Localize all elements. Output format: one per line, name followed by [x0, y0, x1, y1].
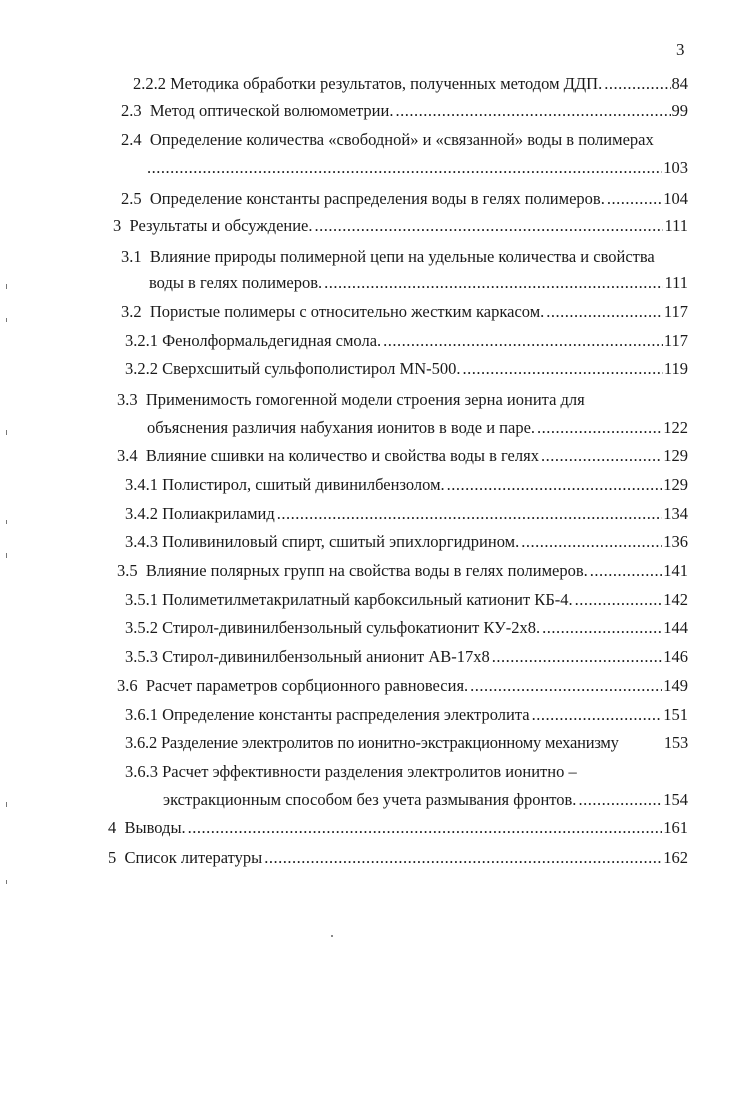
leader-dots — [463, 359, 663, 379]
entry-page: 99 — [671, 101, 688, 120]
entry-title: Применимость гомогенной модели строения зерна ионита для — [145, 390, 585, 409]
leader-dots — [546, 302, 663, 322]
scan-artifact — [6, 553, 7, 558]
toc-entry[interactable] — [121, 247, 688, 267]
entry-title: Расчет эффективности разделения электролитов ионитно – — [162, 762, 577, 781]
scan-artifact — [6, 880, 7, 884]
toc-entry[interactable] — [117, 676, 688, 696]
entry-page: 161 — [663, 818, 688, 837]
scan-artifact — [6, 520, 7, 524]
entry-number: 3.4 — [117, 446, 138, 465]
entry-page: 104 — [663, 189, 688, 208]
entry-page: 129 — [663, 475, 688, 494]
leader-dots — [395, 101, 670, 121]
entry-number: 3.6.2 — [125, 733, 158, 752]
entry-number: 3.2 — [121, 302, 142, 321]
entry-number: 3.5.3 — [125, 647, 158, 666]
entry-number: 3.4.2 — [125, 504, 158, 523]
entry-number: 3.3 — [117, 390, 138, 409]
entry-title: Определение количества «свободной» и «связанной» воды в полимерах — [149, 130, 654, 149]
entry-number: 2.3 — [121, 101, 142, 120]
leader-dots — [590, 561, 662, 581]
entry-title: Сверхсшитый сульфополистирол MN-500. — [162, 359, 461, 378]
leader-dots — [188, 818, 663, 838]
entry-title: Пористые полимеры с относительно жестким каркасом. — [149, 302, 545, 321]
toc-entry-continuation[interactable] — [163, 790, 688, 810]
entry-title: Поливиниловый спирт, сшитый эпихлоргидрином. — [162, 532, 520, 551]
entry-title: Влияние сшивки на количество и свойства воды в гелях — [145, 446, 539, 465]
toc-entry[interactable] — [125, 762, 688, 782]
entry-number: 3.2.1 — [125, 331, 158, 350]
leader-dots — [277, 504, 662, 524]
entry-page: 136 — [663, 532, 688, 551]
toc-entry[interactable] — [125, 475, 688, 495]
toc-entry-continuation[interactable] — [147, 418, 688, 438]
leader-dots — [147, 158, 662, 178]
entry-page: 117 — [663, 302, 688, 321]
entry-title: Полиакриламид — [162, 504, 275, 523]
entry-title: Фенолформальдегидная смола. — [162, 331, 382, 350]
entry-page: 134 — [663, 504, 688, 523]
leader-dots — [575, 590, 663, 610]
toc-entry[interactable] — [117, 446, 688, 466]
entry-title: Расчет параметров сорбционного равновесия. — [145, 676, 469, 695]
toc-entry[interactable] — [121, 130, 688, 150]
entry-number: 3.6.1 — [125, 705, 158, 724]
entry-page: 154 — [663, 790, 688, 809]
toc-entry[interactable] — [117, 390, 688, 410]
entry-number: 3.4.3 — [125, 532, 158, 551]
entry-title: Полистирол, сшитый дивинилбензолом. — [162, 475, 445, 494]
entry-number: 3.5.2 — [125, 618, 158, 637]
toc-entry[interactable] — [125, 590, 688, 610]
toc-entry[interactable] — [121, 189, 688, 209]
entry-page: 142 — [663, 590, 688, 609]
entry-title: Полиметилметакрилатный карбоксильный катионит КБ-4. — [162, 590, 573, 609]
entry-number: 3.6.3 — [125, 762, 158, 781]
entry-number: 3.4.1 — [125, 475, 158, 494]
entry-title: Метод оптической волюмометрии. — [149, 101, 394, 120]
entry-title: Определение константы распределения электролита — [162, 705, 530, 724]
toc-entry-continuation[interactable] — [145, 158, 688, 178]
entry-title: воды в гелях полимеров. — [149, 273, 323, 292]
entry-page: 151 — [663, 705, 688, 724]
scan-artifact — [6, 802, 7, 807]
scan-artifact — [6, 430, 7, 435]
entry-page: 162 — [663, 848, 688, 867]
entry-title: объяснения различия набухания ионитов в воде и паре. — [147, 418, 536, 437]
entry-page: 122 — [663, 418, 688, 437]
toc-entry[interactable] — [125, 733, 688, 753]
toc-entry[interactable] — [125, 331, 688, 351]
toc-entry-continuation[interactable] — [149, 273, 688, 293]
leader-dots — [447, 475, 663, 495]
entry-page: 119 — [663, 359, 688, 378]
toc-entry[interactable] — [125, 705, 688, 725]
scan-artifact — [331, 935, 333, 937]
leader-dots — [541, 446, 662, 466]
entry-number: 3.2.2 — [125, 359, 158, 378]
entry-page: 117 — [663, 331, 688, 350]
entry-page: 129 — [663, 446, 688, 465]
entry-page: 111 — [664, 216, 688, 235]
toc-entry[interactable] — [108, 818, 688, 838]
toc-entry[interactable] — [121, 101, 688, 121]
entry-page: 84 — [671, 74, 688, 93]
entry-title: Влияние природы полимерной цепи на удельные количества и свойства — [149, 247, 655, 266]
entry-title: Разделение электролитов по ионитно-экстракционному механизму — [160, 733, 619, 752]
entry-number: 3.5.1 — [125, 590, 158, 609]
leader-dots — [470, 676, 662, 696]
entry-title: Список литературы — [124, 848, 263, 867]
leader-dots — [537, 418, 662, 438]
entry-number: 4 — [108, 818, 117, 837]
toc-entry[interactable] — [125, 359, 688, 379]
entry-page: 149 — [663, 676, 688, 695]
leader-dots — [383, 331, 663, 351]
entry-title: Стирол-дивинилбензольный анионит АВ-17х8 — [162, 647, 490, 666]
leader-dots — [521, 532, 662, 552]
entry-number: 3.6 — [117, 676, 138, 695]
leader-dots — [604, 74, 670, 94]
entry-number: 3.5 — [117, 561, 138, 580]
entry-title: Выводы. — [124, 818, 186, 837]
toc-entry[interactable] — [125, 647, 688, 667]
leader-dots — [315, 216, 664, 236]
entry-number: 3.1 — [121, 247, 142, 266]
entry-page: 146 — [663, 647, 688, 666]
leader-dots — [532, 705, 663, 725]
toc-entry[interactable] — [133, 74, 688, 94]
toc-entry[interactable] — [125, 532, 688, 552]
entry-page: 153 — [663, 733, 688, 752]
page-number: 3 — [676, 40, 685, 59]
leader-dots — [492, 647, 662, 667]
entry-title: Стирол-дивинилбензольный сульфокатионит КУ-2х8. — [162, 618, 541, 637]
entry-page: 141 — [663, 561, 688, 580]
entry-number: 2.5 — [121, 189, 142, 208]
entry-page: 111 — [664, 273, 688, 292]
leader-dots — [542, 618, 662, 638]
entry-title: Определение константы распределения воды в гелях полимеров. — [149, 189, 605, 208]
toc-entry[interactable] — [113, 216, 688, 236]
toc-entry[interactable] — [117, 561, 688, 581]
entry-number: 2.2.2 — [133, 74, 166, 93]
entry-number: 5 — [108, 848, 117, 867]
leader-dots — [607, 189, 662, 209]
entry-page: 103 — [663, 158, 688, 177]
toc-entry[interactable] — [125, 504, 688, 524]
leader-dots — [264, 848, 662, 868]
leader-dots — [324, 273, 663, 293]
entry-title: экстракционным способом без учета размывания фронтов. — [163, 790, 577, 809]
entry-title: Результаты и обсуждение. — [129, 216, 313, 235]
toc-entry[interactable] — [121, 302, 688, 322]
entry-title: Методика обработки результатов, полученных методом ДДП. — [170, 74, 603, 93]
toc-entry[interactable] — [108, 848, 688, 868]
entry-number: 3 — [113, 216, 122, 235]
scan-artifact — [6, 318, 7, 322]
entry-page: 144 — [663, 618, 688, 637]
toc-entry[interactable] — [125, 618, 688, 638]
entry-title: Влияние полярных групп на свойства воды в гелях полимеров. — [145, 561, 588, 580]
leader-dots — [578, 790, 662, 810]
scan-artifact — [6, 284, 7, 289]
entry-number: 2.4 — [121, 130, 142, 149]
